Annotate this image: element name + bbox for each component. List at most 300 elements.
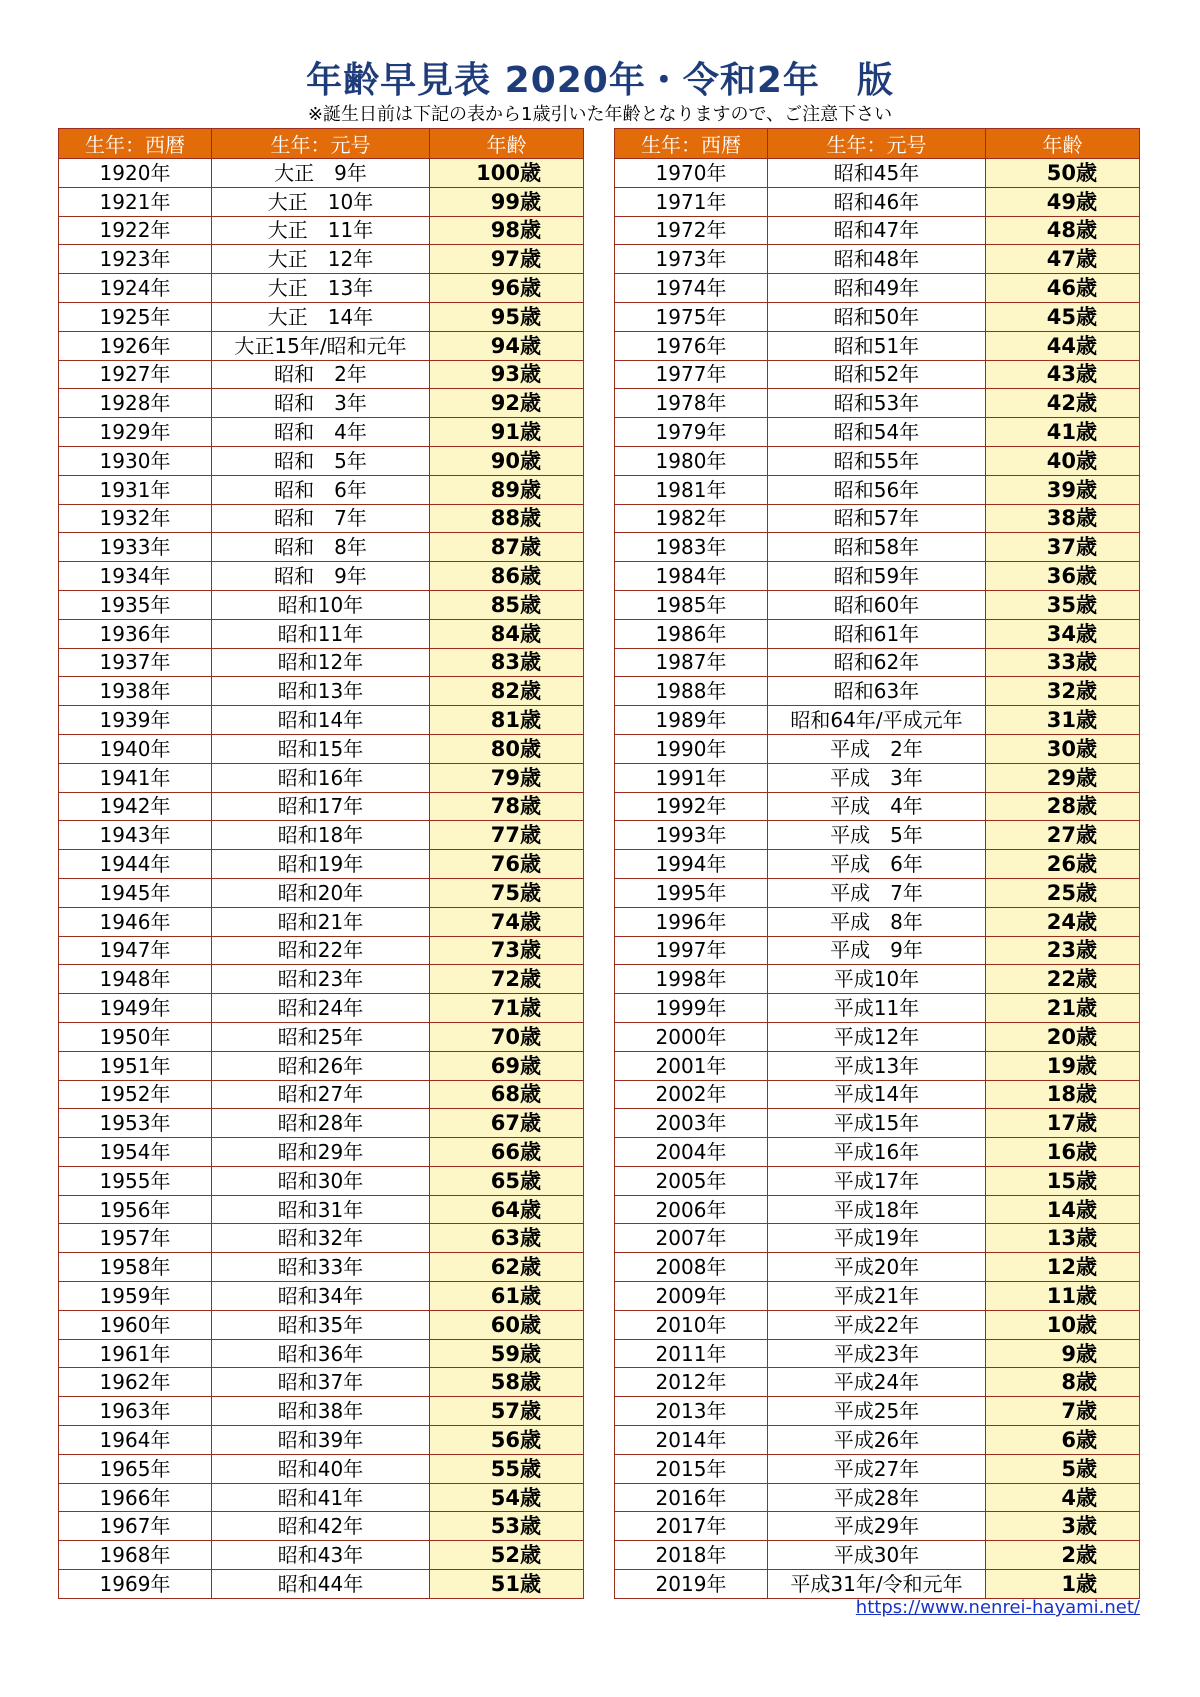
western-year-cell: 1923年	[59, 245, 212, 274]
age-cell: 31歳	[986, 706, 1140, 735]
age-cell: 82歳	[430, 677, 584, 706]
western-year-cell: 1924年	[59, 274, 212, 303]
table-row	[615, 878, 1140, 907]
table-row	[59, 850, 584, 879]
western-year-cell: 1980年	[615, 446, 768, 475]
era-year-cell: 平成27年	[768, 1454, 986, 1483]
age-cell: 39歳	[986, 475, 1140, 504]
age-cell: 77歳	[430, 821, 584, 850]
age-cell: 88歳	[430, 504, 584, 533]
era-year-cell: 昭和41年	[212, 1483, 430, 1512]
age-cell: 1歳	[986, 1570, 1140, 1599]
era-year-cell: 昭和 5年	[212, 446, 430, 475]
western-year-cell: 1984年	[615, 562, 768, 591]
era-year-cell: 平成20年	[768, 1253, 986, 1282]
table-header-row	[59, 129, 584, 159]
western-year-cell: 1995年	[615, 878, 768, 907]
era-year-cell: 昭和26年	[212, 1051, 430, 1080]
era-year-cell: 昭和35年	[212, 1310, 430, 1339]
age-cell: 65歳	[430, 1166, 584, 1195]
age-cell: 52歳	[430, 1541, 584, 1570]
age-cell: 15歳	[986, 1166, 1140, 1195]
era-year-cell: 昭和11年	[212, 619, 430, 648]
era-year-cell: 昭和33年	[212, 1253, 430, 1282]
age-cell: 45歳	[986, 302, 1140, 331]
table-row	[615, 1483, 1140, 1512]
age-cell: 91歳	[430, 418, 584, 447]
page-title: 年齢早見表 2020年・令和2年 版	[306, 60, 894, 101]
age-cell: 8歳	[986, 1368, 1140, 1397]
western-year-cell: 1979年	[615, 418, 768, 447]
western-year-cell: 2004年	[615, 1138, 768, 1167]
age-table-left-body	[59, 159, 584, 1599]
age-cell: 47歳	[986, 245, 1140, 274]
table-row	[59, 446, 584, 475]
era-year-cell: 平成23年	[768, 1339, 986, 1368]
western-year-cell: 1948年	[59, 965, 212, 994]
age-cell: 22歳	[986, 965, 1140, 994]
era-year-cell: 平成 2年	[768, 734, 986, 763]
table-row	[59, 302, 584, 331]
western-year-cell: 1955年	[59, 1166, 212, 1195]
era-year-cell: 昭和17年	[212, 792, 430, 821]
age-cell: 59歳	[430, 1339, 584, 1368]
table-row	[59, 1022, 584, 1051]
table-row	[615, 504, 1140, 533]
era-year-cell: 昭和56年	[768, 475, 986, 504]
age-cell: 57歳	[430, 1397, 584, 1426]
age-cell: 10歳	[986, 1310, 1140, 1339]
age-cell: 30歳	[986, 734, 1140, 763]
age-cell: 9歳	[986, 1339, 1140, 1368]
table-row	[59, 274, 584, 303]
age-cell: 36歳	[986, 562, 1140, 591]
western-year-cell: 1986年	[615, 619, 768, 648]
era-year-cell: 平成16年	[768, 1138, 986, 1167]
table-row	[615, 1109, 1140, 1138]
age-cell: 51歳	[430, 1570, 584, 1599]
western-year-cell: 2015年	[615, 1454, 768, 1483]
western-year-cell: 1942年	[59, 792, 212, 821]
table-row	[59, 907, 584, 936]
age-cell: 26歳	[986, 850, 1140, 879]
era-year-cell: 大正15年/昭和元年	[212, 331, 430, 360]
table-row	[615, 1570, 1140, 1599]
western-year-cell: 1976年	[615, 331, 768, 360]
table-row	[615, 1454, 1140, 1483]
table-row	[615, 1282, 1140, 1311]
western-year-cell: 1953年	[59, 1109, 212, 1138]
era-year-cell: 大正 12年	[212, 245, 430, 274]
western-year-cell: 1994年	[615, 850, 768, 879]
age-cell: 92歳	[430, 389, 584, 418]
western-year-cell: 2011年	[615, 1339, 768, 1368]
age-cell: 49歳	[986, 187, 1140, 216]
age-cell: 93歳	[430, 360, 584, 389]
table-row	[615, 1051, 1140, 1080]
western-year-cell: 1925年	[59, 302, 212, 331]
era-year-cell: 昭和55年	[768, 446, 986, 475]
table-row	[615, 187, 1140, 216]
age-cell: 81歳	[430, 706, 584, 735]
table-row	[59, 1080, 584, 1109]
western-year-cell: 1949年	[59, 994, 212, 1023]
age-cell: 41歳	[986, 418, 1140, 447]
age-cell: 34歳	[986, 619, 1140, 648]
table-row	[615, 302, 1140, 331]
era-year-cell: 昭和12年	[212, 648, 430, 677]
western-year-cell: 1952年	[59, 1080, 212, 1109]
header-age: 年齢	[986, 129, 1140, 159]
table-row	[615, 1224, 1140, 1253]
era-year-cell: 昭和19年	[212, 850, 430, 879]
western-year-cell: 1935年	[59, 590, 212, 619]
table-row	[615, 734, 1140, 763]
era-year-cell: 昭和54年	[768, 418, 986, 447]
western-year-cell: 1936年	[59, 619, 212, 648]
era-year-cell: 昭和58年	[768, 533, 986, 562]
era-year-cell: 平成19年	[768, 1224, 986, 1253]
table-header-row	[615, 129, 1140, 159]
era-year-cell: 昭和47年	[768, 216, 986, 245]
table-row	[59, 936, 584, 965]
table-row	[615, 274, 1140, 303]
western-year-cell: 1988年	[615, 677, 768, 706]
era-year-cell: 昭和63年	[768, 677, 986, 706]
table-row	[59, 994, 584, 1023]
table-row	[59, 619, 584, 648]
table-row	[59, 1512, 584, 1541]
age-cell: 85歳	[430, 590, 584, 619]
western-year-cell: 2013年	[615, 1397, 768, 1426]
era-year-cell: 昭和48年	[768, 245, 986, 274]
era-year-cell: 昭和14年	[212, 706, 430, 735]
western-year-cell: 2009年	[615, 1282, 768, 1311]
western-year-cell: 1944年	[59, 850, 212, 879]
table-row	[615, 706, 1140, 735]
era-year-cell: 昭和 4年	[212, 418, 430, 447]
western-year-cell: 1992年	[615, 792, 768, 821]
age-cell: 24歳	[986, 907, 1140, 936]
page-subtitle: ※誕生日前は下記の表から1歳引いた年齢となりますので、ご注意下さい	[307, 104, 893, 125]
era-year-cell: 平成26年	[768, 1426, 986, 1455]
era-year-cell: 平成15年	[768, 1109, 986, 1138]
era-year-cell: 平成 8年	[768, 907, 986, 936]
table-row	[615, 1253, 1140, 1282]
era-year-cell: 昭和28年	[212, 1109, 430, 1138]
table-row	[59, 1397, 584, 1426]
table-row	[59, 389, 584, 418]
table-row	[59, 1051, 584, 1080]
age-cell: 84歳	[430, 619, 584, 648]
table-row	[59, 562, 584, 591]
age-cell: 4歳	[986, 1483, 1140, 1512]
western-year-cell: 1997年	[615, 936, 768, 965]
age-cell: 86歳	[430, 562, 584, 591]
table-row	[59, 1109, 584, 1138]
era-year-cell: 昭和20年	[212, 878, 430, 907]
age-cell: 60歳	[430, 1310, 584, 1339]
table-row	[59, 792, 584, 821]
table-row	[615, 821, 1140, 850]
western-year-cell: 1951年	[59, 1051, 212, 1080]
site-url-link[interactable]: https://www.nenrei-hayami.net/	[855, 1597, 1140, 1618]
table-row	[615, 360, 1140, 389]
era-year-cell: 昭和18年	[212, 821, 430, 850]
western-year-cell: 1974年	[615, 274, 768, 303]
age-cell: 44歳	[986, 331, 1140, 360]
era-year-cell: 昭和37年	[212, 1368, 430, 1397]
western-year-cell: 2017年	[615, 1512, 768, 1541]
western-year-cell: 1982年	[615, 504, 768, 533]
age-table-right	[614, 128, 1140, 1599]
table-row	[59, 418, 584, 447]
age-cell: 98歳	[430, 216, 584, 245]
western-year-cell: 1931年	[59, 475, 212, 504]
western-year-cell: 1950年	[59, 1022, 212, 1051]
table-row	[615, 907, 1140, 936]
era-year-cell: 昭和42年	[212, 1512, 430, 1541]
table-row	[615, 648, 1140, 677]
western-year-cell: 1939年	[59, 706, 212, 735]
age-cell: 75歳	[430, 878, 584, 907]
age-cell: 13歳	[986, 1224, 1140, 1253]
header-age: 年齢	[430, 129, 584, 159]
age-cell: 3歳	[986, 1512, 1140, 1541]
age-cell: 95歳	[430, 302, 584, 331]
age-cell: 66歳	[430, 1138, 584, 1167]
table-row	[59, 360, 584, 389]
table-row	[615, 1080, 1140, 1109]
era-year-cell: 昭和45年	[768, 159, 986, 188]
western-year-cell: 1941年	[59, 763, 212, 792]
era-year-cell: 平成10年	[768, 965, 986, 994]
header-western-year: 生年：西暦	[615, 129, 768, 159]
age-cell: 50歳	[986, 159, 1140, 188]
western-year-cell: 1999年	[615, 994, 768, 1023]
western-year-cell: 1978年	[615, 389, 768, 418]
era-year-cell: 昭和51年	[768, 331, 986, 360]
age-cell: 76歳	[430, 850, 584, 879]
era-year-cell: 昭和34年	[212, 1282, 430, 1311]
western-year-cell: 1958年	[59, 1253, 212, 1282]
table-row	[615, 1426, 1140, 1455]
era-year-cell: 大正 14年	[212, 302, 430, 331]
era-year-cell: 昭和46年	[768, 187, 986, 216]
western-year-cell: 1959年	[59, 1282, 212, 1311]
age-table-left	[58, 128, 584, 1599]
western-year-cell: 2008年	[615, 1253, 768, 1282]
western-year-cell: 2002年	[615, 1080, 768, 1109]
era-year-cell: 昭和32年	[212, 1224, 430, 1253]
table-row	[615, 533, 1140, 562]
western-year-cell: 2012年	[615, 1368, 768, 1397]
western-year-cell: 2010年	[615, 1310, 768, 1339]
age-cell: 63歳	[430, 1224, 584, 1253]
age-cell: 62歳	[430, 1253, 584, 1282]
table-row	[615, 619, 1140, 648]
age-cell: 6歳	[986, 1426, 1140, 1455]
age-cell: 40歳	[986, 446, 1140, 475]
western-year-cell: 2018年	[615, 1541, 768, 1570]
era-year-cell: 昭和40年	[212, 1454, 430, 1483]
table-row	[59, 648, 584, 677]
western-year-cell: 1946年	[59, 907, 212, 936]
table-row	[59, 677, 584, 706]
age-cell: 37歳	[986, 533, 1140, 562]
western-year-cell: 1930年	[59, 446, 212, 475]
table-row	[59, 1166, 584, 1195]
age-cell: 55歳	[430, 1454, 584, 1483]
era-year-cell: 昭和27年	[212, 1080, 430, 1109]
western-year-cell: 1929年	[59, 418, 212, 447]
header-western-year: 生年：西暦	[59, 129, 212, 159]
western-year-cell: 2016年	[615, 1483, 768, 1512]
age-cell: 35歳	[986, 590, 1140, 619]
table-row	[59, 533, 584, 562]
age-cell: 5歳	[986, 1454, 1140, 1483]
era-year-cell: 昭和61年	[768, 619, 986, 648]
table-row	[59, 1570, 584, 1599]
table-row	[615, 792, 1140, 821]
table-row	[59, 1282, 584, 1311]
age-cell: 16歳	[986, 1138, 1140, 1167]
table-row	[59, 159, 584, 188]
western-year-cell: 2019年	[615, 1570, 768, 1599]
age-cell: 25歳	[986, 878, 1140, 907]
age-cell: 21歳	[986, 994, 1140, 1023]
western-year-cell: 1971年	[615, 187, 768, 216]
age-cell: 38歳	[986, 504, 1140, 533]
age-cell: 28歳	[986, 792, 1140, 821]
table-row	[615, 1195, 1140, 1224]
table-row	[615, 1397, 1140, 1426]
western-year-cell: 1991年	[615, 763, 768, 792]
age-cell: 33歳	[986, 648, 1140, 677]
era-year-cell: 昭和30年	[212, 1166, 430, 1195]
western-year-cell: 1996年	[615, 907, 768, 936]
age-cell: 61歳	[430, 1282, 584, 1311]
table-row	[59, 1426, 584, 1455]
era-year-cell: 昭和23年	[212, 965, 430, 994]
era-year-cell: 昭和57年	[768, 504, 986, 533]
western-year-cell: 1970年	[615, 159, 768, 188]
era-year-cell: 平成30年	[768, 1541, 986, 1570]
western-year-cell: 1967年	[59, 1512, 212, 1541]
age-cell: 71歳	[430, 994, 584, 1023]
era-year-cell: 大正 10年	[212, 187, 430, 216]
age-cell: 54歳	[430, 1483, 584, 1512]
age-cell: 18歳	[986, 1080, 1140, 1109]
age-cell: 78歳	[430, 792, 584, 821]
age-cell: 64歳	[430, 1195, 584, 1224]
table-row	[59, 1138, 584, 1167]
age-cell: 48歳	[986, 216, 1140, 245]
age-cell: 58歳	[430, 1368, 584, 1397]
western-year-cell: 1998年	[615, 965, 768, 994]
age-cell: 87歳	[430, 533, 584, 562]
era-year-cell: 平成 6年	[768, 850, 986, 879]
table-row	[59, 504, 584, 533]
table-row	[615, 1022, 1140, 1051]
western-year-cell: 2005年	[615, 1166, 768, 1195]
age-cell: 17歳	[986, 1109, 1140, 1138]
table-row	[59, 187, 584, 216]
table-row	[615, 1138, 1140, 1167]
western-year-cell: 1938年	[59, 677, 212, 706]
western-year-cell: 1990年	[615, 734, 768, 763]
era-year-cell: 昭和 2年	[212, 360, 430, 389]
western-year-cell: 1928年	[59, 389, 212, 418]
western-year-cell: 1983年	[615, 533, 768, 562]
age-cell: 20歳	[986, 1022, 1140, 1051]
table-row	[59, 821, 584, 850]
western-year-cell: 2014年	[615, 1426, 768, 1455]
table-row	[59, 1195, 584, 1224]
era-year-cell: 平成29年	[768, 1512, 986, 1541]
western-year-cell: 1972年	[615, 216, 768, 245]
table-row	[615, 562, 1140, 591]
western-year-cell: 1954年	[59, 1138, 212, 1167]
era-year-cell: 昭和49年	[768, 274, 986, 303]
table-row	[615, 1512, 1140, 1541]
table-row	[59, 1368, 584, 1397]
era-year-cell: 平成22年	[768, 1310, 986, 1339]
age-cell: 56歳	[430, 1426, 584, 1455]
era-year-cell: 昭和59年	[768, 562, 986, 591]
age-cell: 2歳	[986, 1541, 1140, 1570]
era-year-cell: 昭和10年	[212, 590, 430, 619]
western-year-cell: 2000年	[615, 1022, 768, 1051]
western-year-cell: 1943年	[59, 821, 212, 850]
era-year-cell: 昭和64年/平成元年	[768, 706, 986, 735]
era-year-cell: 平成25年	[768, 1397, 986, 1426]
era-year-cell: 昭和15年	[212, 734, 430, 763]
table-row	[59, 763, 584, 792]
era-year-cell: 平成 3年	[768, 763, 986, 792]
table-row	[615, 1368, 1140, 1397]
era-year-cell: 昭和52年	[768, 360, 986, 389]
western-year-cell: 1962年	[59, 1368, 212, 1397]
table-row	[615, 1339, 1140, 1368]
table-row	[59, 1541, 584, 1570]
western-year-cell: 1981年	[615, 475, 768, 504]
age-cell: 70歳	[430, 1022, 584, 1051]
era-year-cell: 昭和50年	[768, 302, 986, 331]
era-year-cell: 昭和16年	[212, 763, 430, 792]
era-year-cell: 大正 9年	[212, 159, 430, 188]
era-year-cell: 平成 4年	[768, 792, 986, 821]
age-cell: 80歳	[430, 734, 584, 763]
table-row	[59, 965, 584, 994]
era-year-cell: 昭和60年	[768, 590, 986, 619]
western-year-cell: 1926年	[59, 331, 212, 360]
western-year-cell: 1973年	[615, 245, 768, 274]
table-row	[615, 590, 1140, 619]
age-cell: 90歳	[430, 446, 584, 475]
age-cell: 69歳	[430, 1051, 584, 1080]
western-year-cell: 1964年	[59, 1426, 212, 1455]
era-year-cell: 昭和13年	[212, 677, 430, 706]
age-cell: 99歳	[430, 187, 584, 216]
western-year-cell: 1940年	[59, 734, 212, 763]
age-cell: 68歳	[430, 1080, 584, 1109]
age-cell: 46歳	[986, 274, 1140, 303]
western-year-cell: 1945年	[59, 878, 212, 907]
western-year-cell: 2001年	[615, 1051, 768, 1080]
table-row	[615, 446, 1140, 475]
western-year-cell: 1933年	[59, 533, 212, 562]
